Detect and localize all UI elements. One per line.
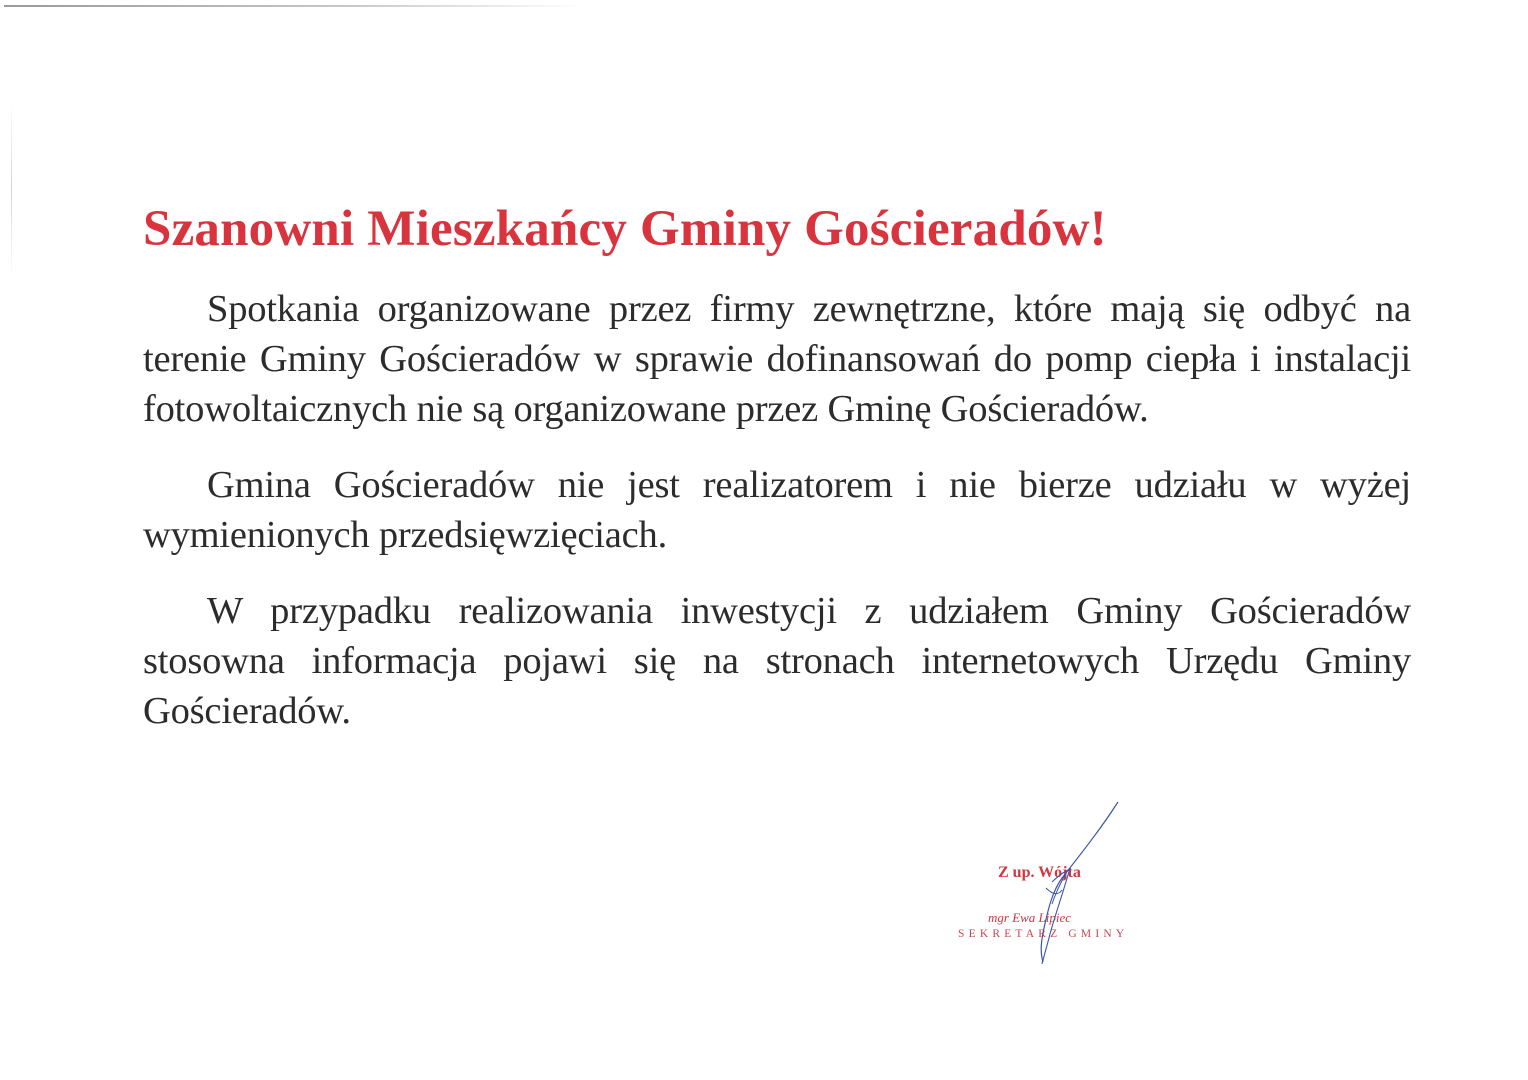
handwritten-signature-icon — [940, 800, 1160, 980]
signature-name: mgr Ewa Lipiec — [988, 910, 1072, 925]
paragraph-no-participation: Gmina Gościeradów nie jest realizatorem i nie bierze udziału w wyżej wymienionych przedsięwzięciach. — [143, 464, 1411, 556]
signature-role: SEKRETARZ GMINY — [958, 928, 1129, 940]
scan-edge-top — [4, 5, 584, 7]
signature-on-behalf: Z up. Wójta — [998, 864, 1081, 881]
paragraph-external-meetings: Spotkania organizowane przez firmy zewnętrzne, które mają się odbyć na terenie Gminy Gościeradów w sprawie dofinansowań do pomp ciepła i instalacji fotowoltaicznych nie są organizowane przez Gminę Gościeradów. — [143, 288, 1411, 430]
paragraph-official-information: W przypadku realizowania inwestycji z udziałem Gminy Gościeradów stosowna informacja pojawi się na stronach internetowych Urzędu Gminy Gościeradów. — [143, 590, 1411, 732]
letter-title: Szanowni Mieszkańcy Gminy Gościeradów! — [143, 201, 1107, 257]
scan-edge-left — [11, 100, 12, 280]
letter-body — [143, 196, 1411, 762]
signature-stamp — [940, 800, 1160, 980]
